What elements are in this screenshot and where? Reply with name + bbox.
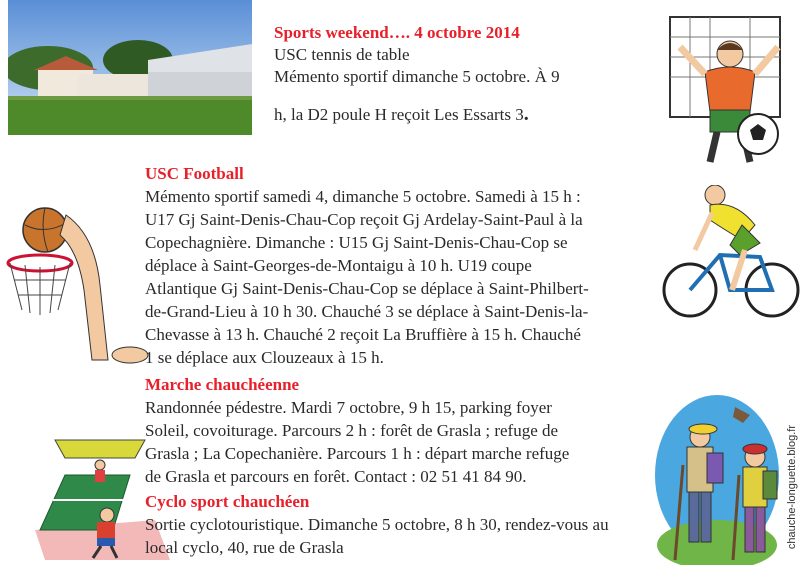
football-line: Atlantique Gj Saint-Denis-Chau-Cop se déplace à Saint-Philbert- xyxy=(145,279,589,298)
football-line: déplace à Saint-Georges-de-Montaigu à 10 h. U19 coupe xyxy=(145,256,532,275)
football-line: Copechagnière. Dimanche : U15 Gj Saint-Denis-Chau-Cop se xyxy=(145,233,568,252)
football-heading: USC Football xyxy=(145,164,244,183)
football-line: U17 Gj Saint-Denis-Chau-Cop reçoit Gj Ardelay-Saint-Paul à la xyxy=(145,210,583,229)
sports-hall-photo xyxy=(8,0,252,135)
football-line: Mémento sportif samedi 4, dimanche 5 octobre. Samedi à 15 h : xyxy=(145,187,581,206)
tennis-line-2 xyxy=(274,103,654,126)
football-line: Chevasse à 13 h. Chauché 2 reçoit La Bruffière à 15 h. Chauché xyxy=(145,325,581,344)
cyclo-section xyxy=(145,490,665,559)
tennis-line-2-end: . xyxy=(523,103,529,125)
cyclo-heading: Cyclo sport chauchéen xyxy=(145,492,310,511)
marche-line: Soleil, covoiturage. Parcours 2 h : forêt de Grasla ; refuge de xyxy=(145,421,559,440)
tennis-section xyxy=(274,22,654,126)
tennis-line-1: Mémento sportif dimanche 5 octobre. À 9 xyxy=(274,67,560,86)
marche-line: Grasla ; La Copechanière. Parcours 1 h : départ marche refuge xyxy=(145,444,570,463)
page-heading: Sports weekend…. 4 octobre 2014 xyxy=(274,23,520,42)
marche-line: de Grasla et parcours en forêt. Contact : 02 51 41 84 90. xyxy=(145,467,527,486)
cyclo-line: Sortie cyclotouristique. Dimanche 5 octobre, 8 h 30, rendez-vous au xyxy=(145,515,609,534)
watermark-text: chauche-longuette.blog.fr xyxy=(786,425,798,550)
goalkeeper-illustration xyxy=(650,12,790,177)
cyclo-line: local cyclo, 40, rue de Grasla xyxy=(145,538,344,557)
tennis-line-2-text: h, la D2 poule H reçoit Les Essarts 3 xyxy=(274,105,524,124)
tennis-subheading: USC tennis de table xyxy=(274,45,410,64)
hikers-illustration xyxy=(655,395,790,565)
football-section xyxy=(145,162,665,369)
cyclist-illustration xyxy=(660,185,800,320)
basketball-illustration xyxy=(0,195,150,370)
football-line: de-Grand-Lieu à 10 h 30. Chauché 3 se déplace à Saint-Denis-la- xyxy=(145,302,589,321)
marche-heading: Marche chauchéenne xyxy=(145,375,300,394)
football-line: 1 se déplace aux Clouzeaux à 15 h. xyxy=(145,348,384,367)
marche-section xyxy=(145,373,655,488)
marche-line: Randonnée pédestre. Mardi 7 octobre, 9 h 15, parking foyer xyxy=(145,398,552,417)
